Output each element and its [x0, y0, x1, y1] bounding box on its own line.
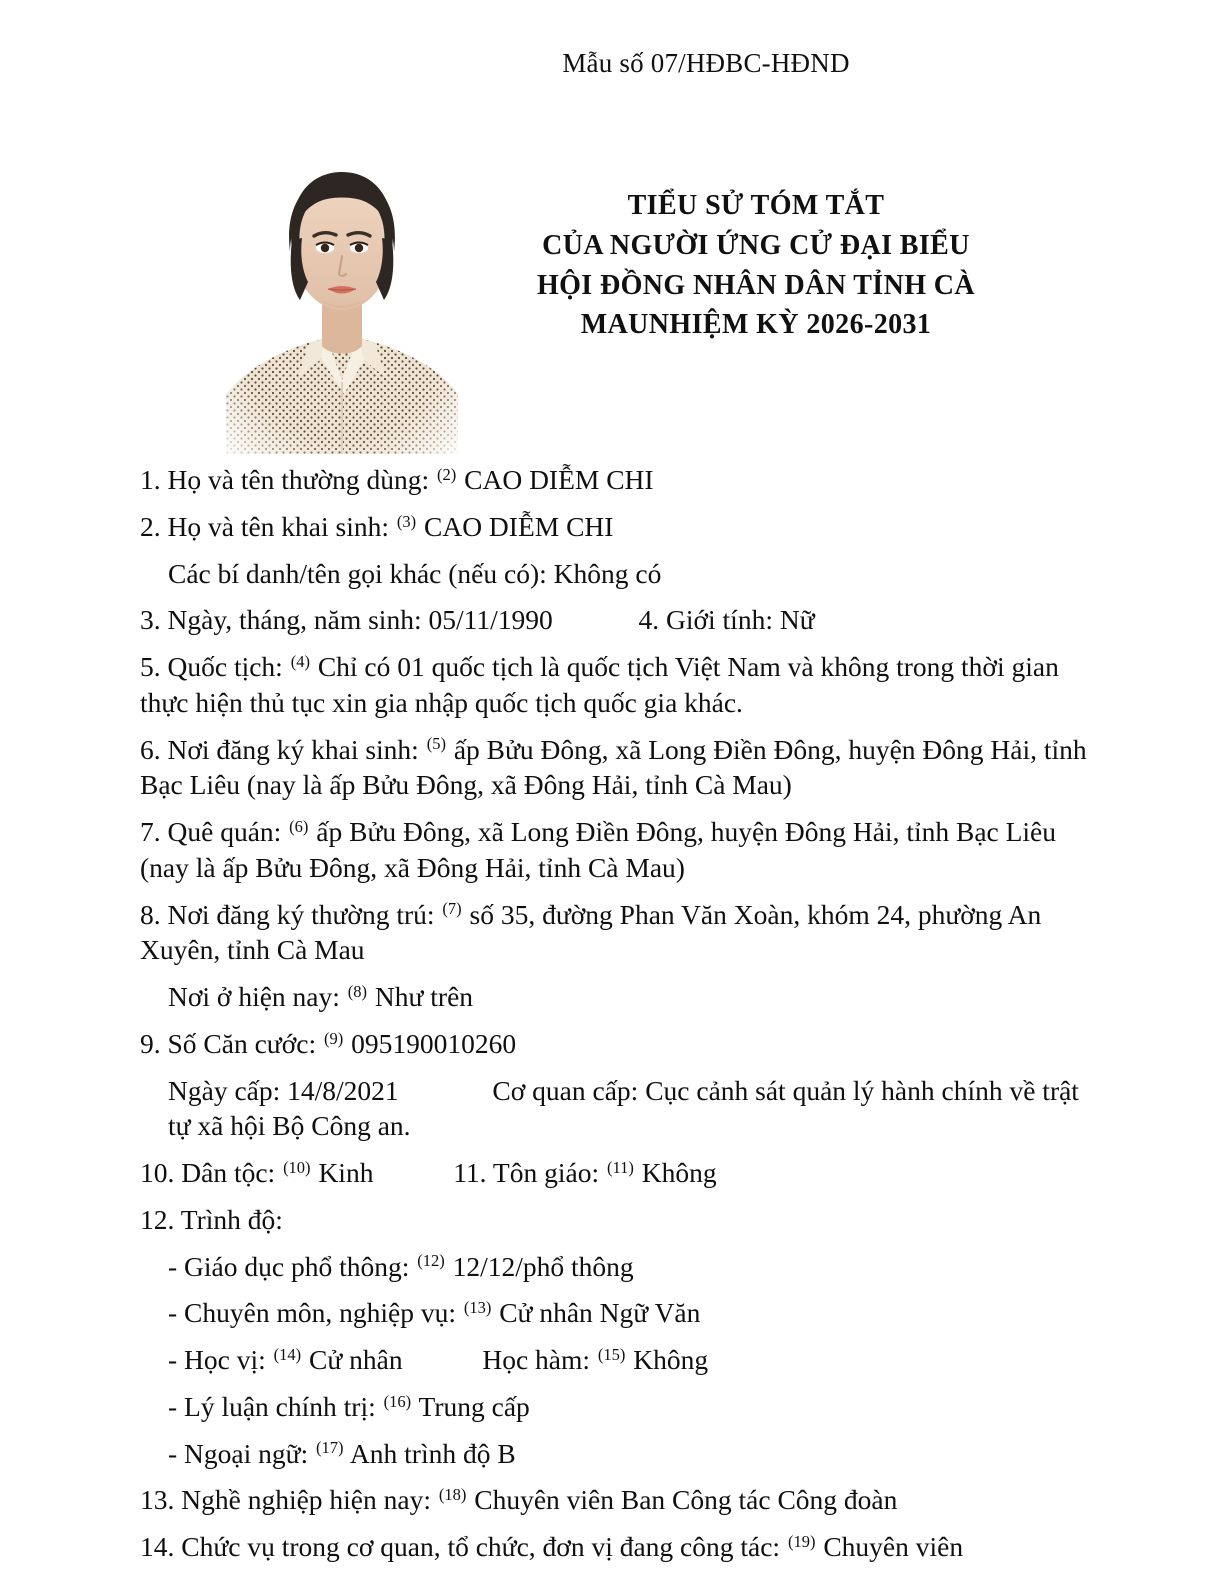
field-professional-qualification-label: - Chuyên môn, nghiệp vụ: — [168, 1297, 456, 1329]
form-code: Mẫu số 07/HĐBC-HĐND — [562, 48, 850, 78]
field-nationality-label: 5. Quốc tịch: — [140, 651, 283, 682]
field-ethnicity-religion — [140, 1155, 1092, 1191]
field-nationality-value-line1: Chỉ có 01 quốc tịch là quốc tịch Việt Nam và không trong thời gian — [317, 651, 1059, 682]
field-current-position — [140, 1529, 1092, 1565]
field-alias — [140, 556, 1092, 592]
footnote-marker-14: (14) — [273, 1344, 302, 1364]
document-title — [486, 186, 1026, 345]
field-common-name-value: CAO DIỄM CHI — [464, 464, 654, 495]
footnote-marker-2: (2) — [437, 464, 457, 484]
footnote-marker-7: (7) — [442, 899, 462, 919]
field-ethnicity-label: 10. Dân tộc: — [140, 1157, 276, 1188]
field-professional-qualification — [140, 1295, 1092, 1331]
field-birth-registration-line2: Bạc Liêu (nay là ấp Bửu Đông, xã Đông Hải, tỉnh Cà Mau) — [140, 769, 792, 801]
candidate-portrait-photo — [222, 132, 462, 454]
footnote-marker-13: (13) — [463, 1298, 492, 1318]
field-hometown-line2: (nay là ấp Bửu Đông, xã Đông Hải, tỉnh Cà Mau) — [140, 851, 685, 883]
title-line-2: CỦA NGƯỜI ỨNG CỬ ĐẠI BIỂU — [542, 229, 970, 261]
field-birth-registration-line1: ấp Bửu Đông, xã Long Điền Đông, huyện Đông Hải, tỉnh — [453, 733, 1087, 765]
footnote-marker-17: (17) — [316, 1438, 344, 1458]
footnote-marker-8: (8) — [347, 981, 368, 1001]
footnote-marker-16: (16) — [383, 1391, 412, 1411]
footnote-marker-5: (5) — [426, 734, 446, 754]
field-hometown — [140, 814, 1092, 886]
field-nationality — [140, 649, 1092, 721]
footnote-marker-10: (10) — [283, 1157, 311, 1177]
title-line-1: TIỂU SỬ TÓM TẮT — [627, 190, 885, 221]
field-hometown-label: 7. Quê quán: — [140, 816, 282, 847]
field-issue-date-label: Ngày cấp: — [168, 1074, 281, 1106]
field-political-theory-value: Trung cấp — [418, 1390, 530, 1422]
field-current-occupation-label: 13. Nghề nghiệp hiện nay: — [140, 1484, 431, 1516]
footnote-marker-15: (15) — [597, 1344, 626, 1364]
field-current-residence-label: Nơi ở hiện nay: — [168, 981, 340, 1012]
title-line-3: HỘI ĐỒNG NHÂN DÂN TỈNH CÀ — [536, 269, 976, 301]
field-issuer-line1: Cục cảnh sát quản lý hành chính về trật — [645, 1074, 1079, 1106]
field-political-theory-label: - Lý luận chính trị: — [168, 1390, 376, 1422]
footnote-marker-11: (11) — [606, 1157, 634, 1177]
footnote-marker-9: (9) — [323, 1028, 344, 1048]
field-birth-registration-label: 6. Nơi đăng ký khai sinh: — [140, 733, 419, 765]
field-foreign-language — [140, 1436, 1092, 1472]
field-current-residence-value: Như trên — [374, 981, 474, 1012]
field-professional-qualification-value: Cử nhân Ngữ Văn — [499, 1297, 701, 1329]
field-religion-value: Không — [641, 1157, 717, 1188]
field-permanent-residence-label: 8. Nơi đăng ký thường trú: — [140, 898, 435, 930]
field-id-number — [140, 1026, 1092, 1062]
field-religion-label: 11. Tôn giáo: — [453, 1157, 600, 1188]
field-general-education-label: - Giáo dục phổ thông: — [168, 1250, 410, 1282]
field-academic-degree-value: Cử nhân — [309, 1344, 403, 1375]
field-issuer-label: Cơ quan cấp: — [492, 1074, 639, 1106]
field-common-name — [140, 462, 1092, 498]
footnote-marker-4: (4) — [290, 651, 310, 671]
field-academic-degree-label: - Học vị: — [168, 1344, 266, 1375]
field-birth-registration — [140, 732, 1092, 804]
field-academic-title-value: Không — [633, 1344, 709, 1375]
title-line-4: MAUNHIỆM KỲ 2026-2031 — [580, 309, 932, 341]
field-academic-degree-title — [140, 1342, 1092, 1378]
field-current-occupation — [140, 1482, 1092, 1518]
field-gender-label: 4. Giới tính: — [638, 604, 773, 636]
field-permanent-residence — [140, 897, 1092, 969]
field-birth-name — [140, 509, 1092, 545]
field-id-number-label: 9. Số Căn cước: — [140, 1027, 317, 1059]
field-birthdate-value: 05/11/1990 — [428, 604, 553, 636]
field-birthdate-label: 3. Ngày, tháng, năm sinh: — [140, 604, 422, 636]
footnote-marker-6: (6) — [289, 816, 309, 836]
field-ethnicity-value: Kinh — [318, 1157, 374, 1188]
field-issuer-line2: tự xã hội Bộ Công an. — [168, 1110, 411, 1142]
field-nationality-value-line2: thực hiện thủ tục xin gia nhập quốc tịch quốc gia khác. — [140, 686, 743, 718]
field-current-occupation-value: Chuyên viên Ban Công tác Công đoàn — [474, 1484, 898, 1516]
field-education-heading: 12. Trình độ: — [140, 1203, 283, 1235]
field-current-residence — [140, 979, 1092, 1015]
field-academic-title-label: Học hàm: — [482, 1344, 591, 1375]
field-common-name-label: 1. Họ và tên thường dùng: — [140, 464, 430, 495]
field-foreign-language-label: - Ngoại ngữ: — [168, 1437, 309, 1469]
field-permanent-residence-line1: số 35, đường Phan Văn Xoàn, khóm 24, phường An — [469, 898, 1042, 930]
footnote-marker-3: (3) — [396, 511, 417, 531]
field-id-issuance — [140, 1073, 1092, 1145]
field-current-position-label: 14. Chức vụ trong cơ quan, tổ chức, đơn vị đang công tác: — [140, 1531, 781, 1562]
field-political-theory — [140, 1389, 1092, 1425]
footnote-marker-19: (19) — [787, 1531, 816, 1551]
field-foreign-language-value: Anh trình độ B — [349, 1437, 516, 1469]
footnote-marker-12: (12) — [417, 1251, 445, 1271]
field-alias-value: Không có — [553, 557, 662, 589]
field-general-education-value: 12/12/phổ thông — [452, 1250, 634, 1282]
footnote-marker-18: (18) — [438, 1485, 467, 1505]
field-birth-name-label: 2. Họ và tên khai sinh: — [140, 510, 389, 542]
field-general-education — [140, 1249, 1092, 1285]
field-gender-value: Nữ — [779, 604, 815, 636]
field-issue-date-value: 14/8/2021 — [287, 1074, 399, 1106]
document-body — [140, 462, 1092, 1576]
field-id-number-value: 095190010260 — [351, 1027, 517, 1059]
field-alias-label: Các bí danh/tên gọi khác (nếu có): — [168, 557, 547, 589]
field-birthdate-gender — [140, 602, 1092, 638]
field-current-position-value: Chuyên viên — [823, 1531, 964, 1562]
field-birth-name-value: CAO DIỄM CHI — [424, 510, 614, 542]
field-hometown-line1: ấp Bửu Đông, xã Long Điền Đông, huyện Đông Hải, tỉnh Bạc Liêu — [316, 816, 1057, 847]
field-permanent-residence-line2: Xuyên, tỉnh Cà Mau — [140, 934, 365, 966]
